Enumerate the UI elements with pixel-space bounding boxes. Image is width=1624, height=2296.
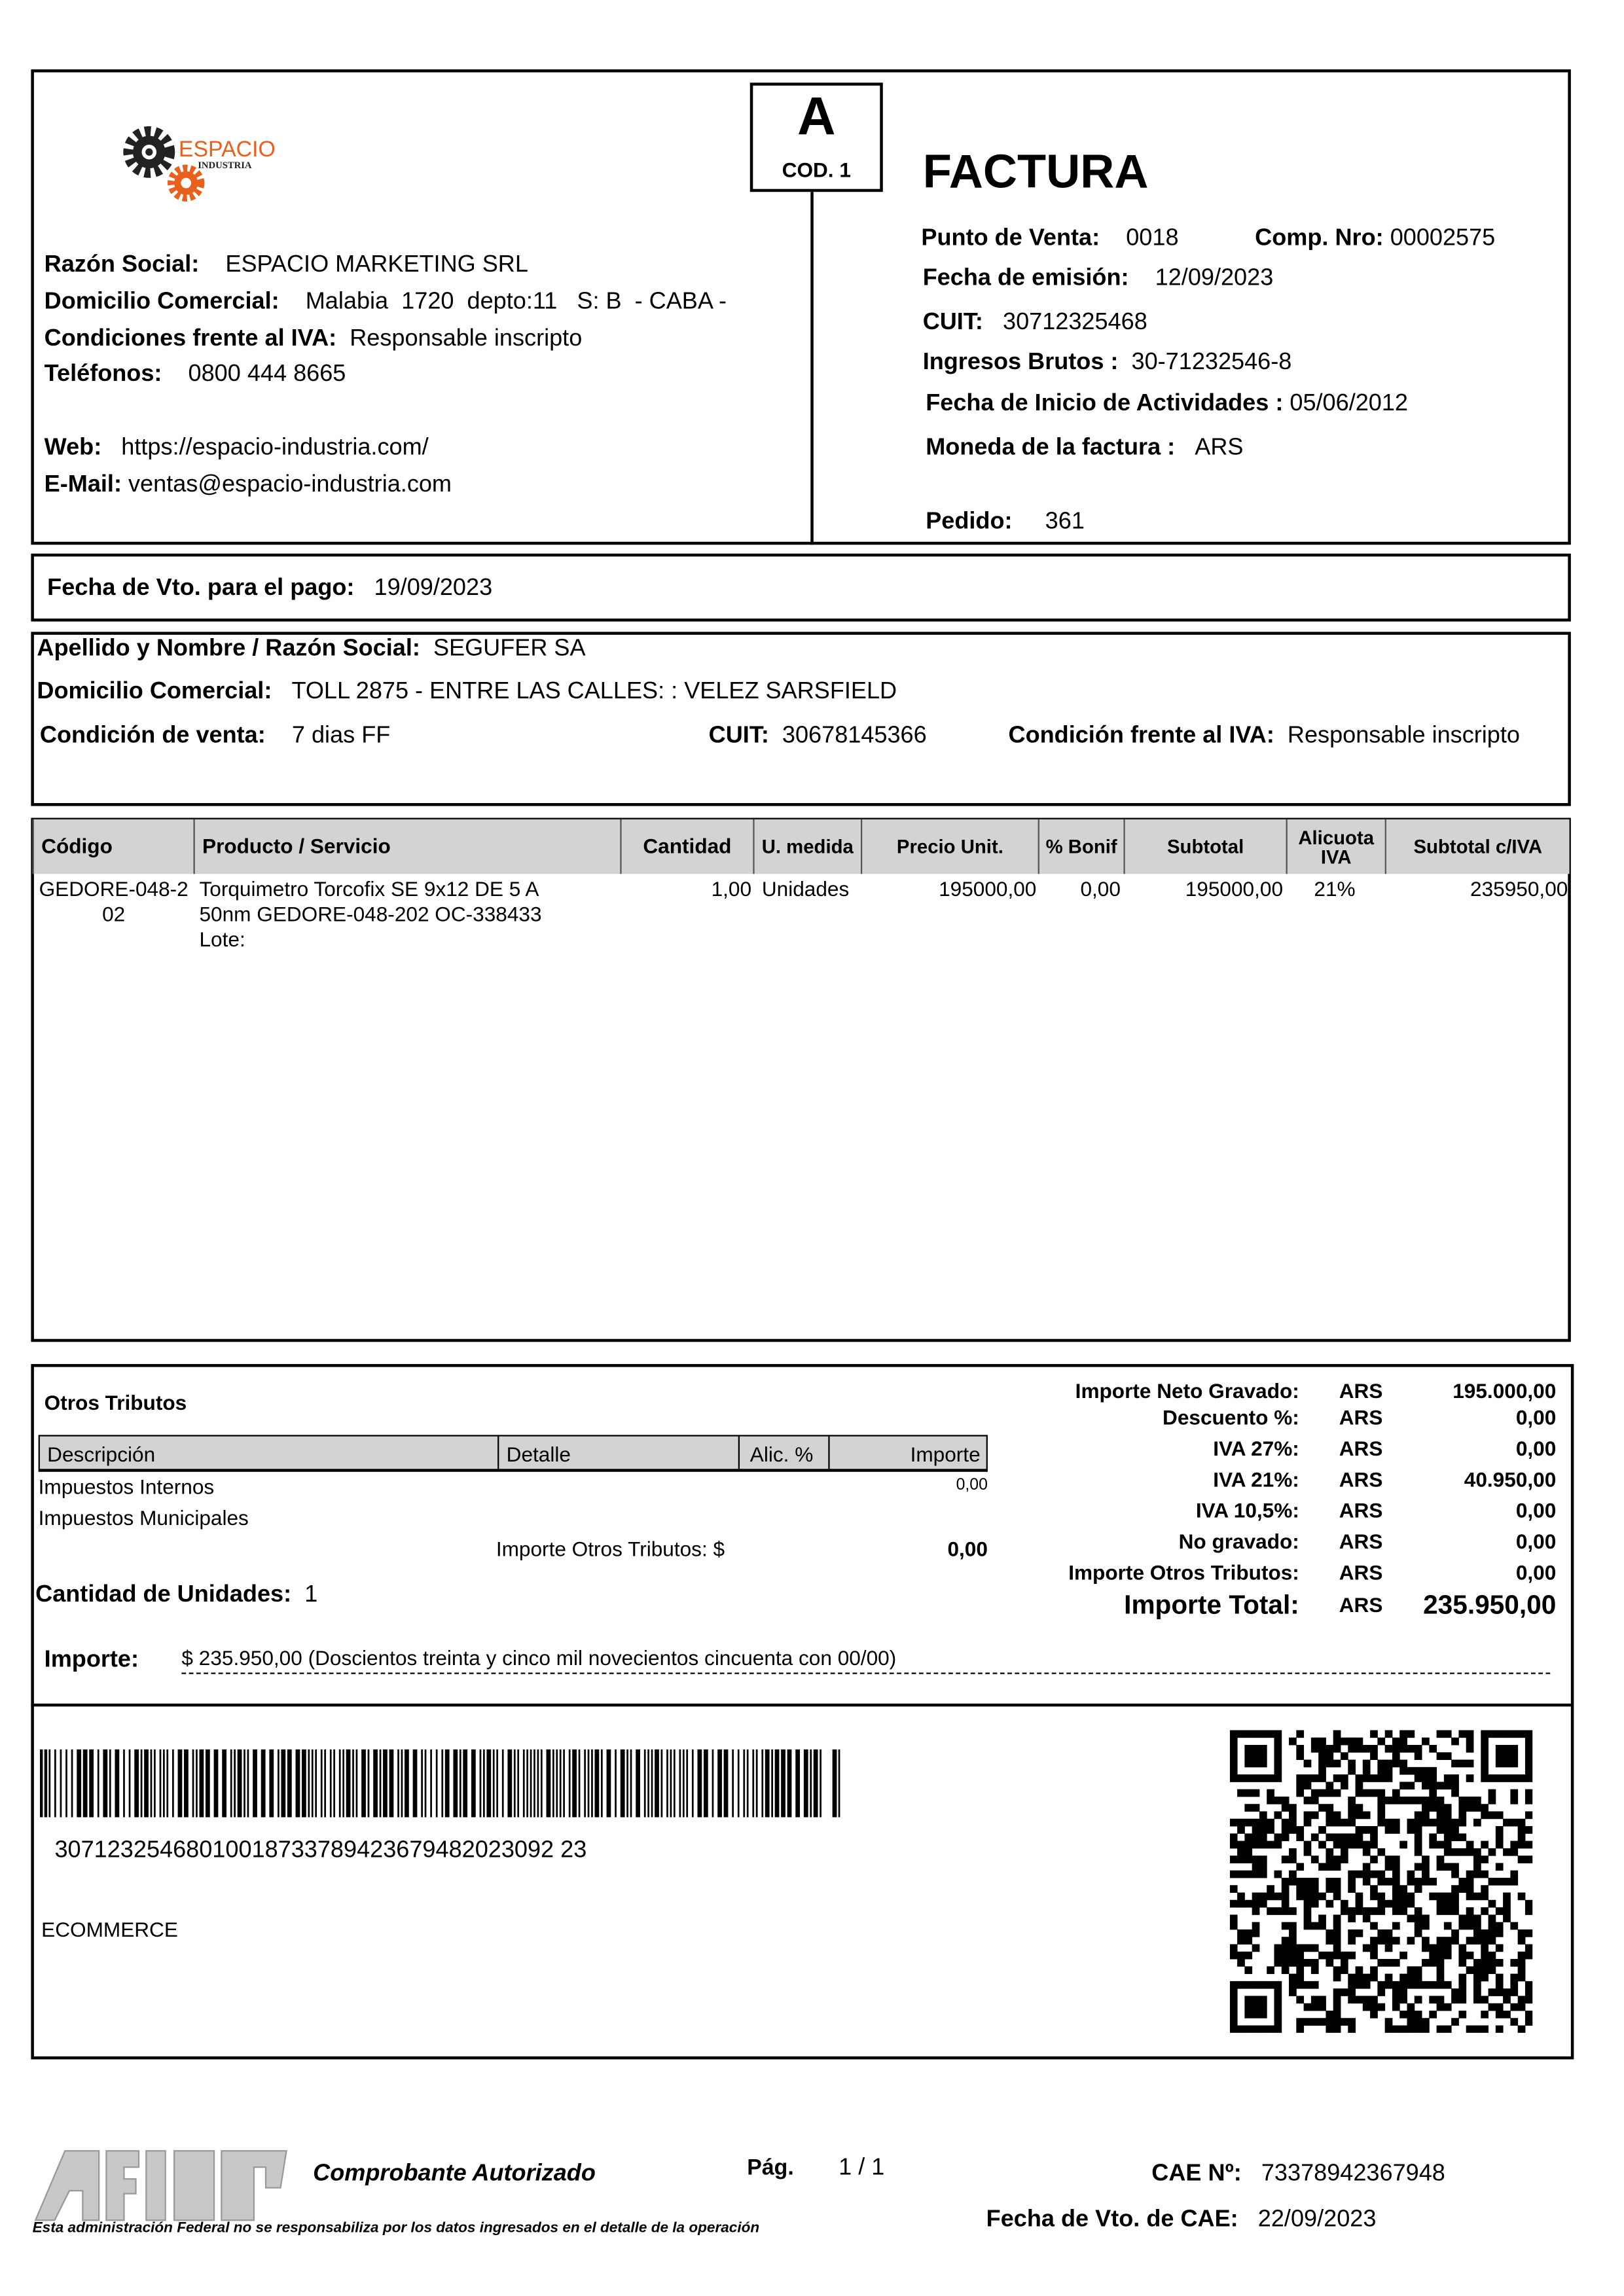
barcode-bar [839,1749,840,1818]
fecha-vto-pago: Fecha de Vto. para el pago: 19/09/2023 [47,575,493,601]
cell-cantidad: 1,00 [711,876,752,901]
barcode-bar [560,1749,562,1818]
issuer-domicilio: Domicilio Comercial: Malabia 1720 depto:11 S: B - CABA - [44,289,727,315]
barcode-bar [346,1749,351,1818]
punto-venta: Punto de Venta: 0018 [921,226,1179,251]
barcode-bar [302,1749,306,1818]
barcode-bar [460,1749,461,1818]
total-row-currency: ARS [1339,1405,1383,1429]
barcode-bar [214,1749,219,1818]
cantidad-unidades: Cantidad de Unidades: 1 [35,1582,318,1608]
barcode-bar [134,1749,139,1818]
barcode-bar [77,1749,81,1818]
barcode-bar [636,1749,640,1818]
tributo-row-desc: Impuestos Municipales [38,1505,249,1530]
tributos-col-importe: Importe [828,1437,988,1469]
barcode-bar [787,1749,792,1818]
barcode-bar [547,1749,551,1818]
cae-vto: Fecha de Vto. de CAE: 22/09/2023 [986,2206,1377,2233]
barcode-bar [352,1749,354,1818]
barcode-bar [315,1749,317,1818]
barcode-bar [109,1749,111,1818]
barcode-bar [591,1749,593,1818]
tributo-row-desc: Impuestos Internos [38,1475,215,1499]
barcode-bar [717,1749,722,1818]
divider [31,1704,1570,1707]
barcode-bar [588,1749,590,1818]
barcode-bar [601,1749,603,1818]
qr-code[interactable] [1230,1730,1532,2032]
page-label: Pág. [747,2155,794,2181]
web-link[interactable]: https://espacio-industria.com/ [121,435,429,461]
channel: ECOMMERCE [41,1917,178,1941]
barcode-bar [192,1749,194,1818]
barcode-bar [115,1749,119,1818]
barcode-bar [287,1749,292,1818]
barcode-bar [724,1749,729,1818]
barcode-bar [655,1749,659,1818]
barcode-bar [471,1749,476,1818]
total-row-label: Descuento %: [1163,1405,1299,1429]
barcode-bar [747,1749,749,1818]
barcode-bar [493,1749,495,1818]
issuer-telefono: Teléfonos: 0800 444 8665 [44,361,346,387]
barcode-bar [65,1749,67,1818]
barcode-bar [383,1749,388,1818]
total-row-label: IVA 21%: [1213,1467,1299,1492]
barcode-bar [463,1749,467,1818]
barcode-bar [103,1749,107,1818]
barcode-bar [683,1749,685,1818]
barcode-bar [89,1749,94,1818]
barcode-bar [361,1749,366,1818]
invoice-letter: A [797,85,836,147]
client-nombre: Apellido y Nombre / Razón Social: SEGUFER SA [37,636,586,662]
total-row-label: IVA 10,5%: [1195,1498,1299,1522]
barcode-bar [199,1749,204,1818]
barcode-bar [83,1749,88,1818]
issuer-web: Web: https://espacio-industria.com/ [44,435,429,461]
col-subtotal: Subtotal [1123,819,1286,874]
barcode-bar [595,1749,600,1818]
barcode-bar [833,1749,837,1818]
total-row-currency: ARS [1339,1529,1383,1553]
barcode-bar [184,1749,189,1818]
barcode-bar [166,1749,168,1818]
barcode-bar [445,1749,450,1818]
total-row-value: 0,00 [1515,1498,1557,1522]
barcode-bar [45,1749,48,1818]
barcode-bar [771,1749,773,1818]
importe-dashed-line [181,1672,1550,1674]
barcode-bar [321,1749,323,1818]
barcode-bar [647,1749,649,1818]
total-row-currency: ARS [1339,1378,1383,1403]
barcode-bar [756,1749,758,1818]
company-logo [121,124,283,205]
barcode-bar [670,1749,672,1818]
total-row-label: IVA 27%: [1213,1436,1299,1460]
barcode-bar [533,1749,535,1818]
total-row-label: Importe Neto Gravado: [1075,1378,1299,1403]
barcode-bar [172,1749,174,1818]
issuer-iva: Condiciones frente al IVA: Responsable inscripto [44,326,583,351]
total-row-currency: ARS [1339,1467,1383,1492]
invoice-letter-box [750,82,883,192]
barcode-bar [296,1749,300,1818]
tributos-col-detalle: Detalle [497,1437,578,1469]
header-divider [810,190,814,545]
barcode-bar [60,1749,62,1818]
barcode-bar [517,1749,519,1818]
col-alicuota: Alicuota IVA [1286,819,1385,874]
barcode-bar [430,1749,432,1818]
barcode-bar [661,1749,663,1818]
barcode-bar [373,1749,378,1818]
barcode-bar [507,1749,512,1818]
barcode-bar [397,1749,399,1818]
barcode-bar [541,1749,543,1818]
barcode-bar [526,1749,528,1818]
cell-producto: Torquimetro Torcofix SE 9x12 DE 5 A 50nm GEDORE-048-202 OC-338433 Lote: [199,876,542,951]
client-domicilio: Domicilio Comercial: TOLL 2875 - ENTRE LAS CALLES: : VELEZ SARSFIELD [37,679,897,704]
barcode-bar [405,1749,409,1818]
barcode-bar [651,1749,653,1818]
barcode-bar [154,1749,156,1818]
barcode-bar [552,1749,554,1818]
barcode-bar [572,1749,577,1818]
page-number: 1 / 1 [839,2155,885,2181]
total-row-currency: ARS [1339,1560,1383,1585]
barcode-bar [502,1749,504,1818]
total-row-label: Importe Otros Tributos: [1068,1560,1299,1585]
barcode-bar [453,1749,458,1818]
barcode-bar [738,1749,740,1818]
barcode-bar [163,1749,165,1818]
tributos-header [39,1435,988,1471]
barcode-bar [141,1749,143,1818]
barcode-bar [230,1749,232,1818]
cell-bonif: 0,00 [1080,876,1121,901]
tributos-total-label: Importe Otros Tributos: $ [496,1536,725,1561]
barcode-bar [330,1749,332,1818]
barcode [40,1749,840,1818]
barcode-bar [569,1749,571,1818]
barcode-bar [129,1749,131,1818]
barcode-bar [312,1749,314,1818]
total-row-currency: ARS [1339,1498,1383,1522]
barcode-bar [48,1749,50,1818]
barcode-bar [704,1749,708,1818]
gear-icon [128,132,170,173]
barcode-bar [666,1749,668,1818]
pedido: Pedido: 361 [926,509,1085,535]
invoice-title: FACTURA [922,145,1149,198]
tributo-row-importe: 0,00 [956,1476,988,1494]
barcode-bar [342,1749,344,1818]
barcode-bar [486,1749,491,1818]
barcode-number: 30712325468010018733789423679482023092 23 [54,1838,587,1863]
svg-text:ESPACIO: ESPACIO [178,137,276,162]
barcode-bar [483,1749,485,1818]
barcode-bar [281,1749,285,1818]
barcode-bar [247,1749,249,1818]
col-producto: Producto / Servicio [193,819,620,874]
barcode-bar [820,1749,821,1818]
cell-precio: 195000,00 [939,876,1037,901]
barcode-bar [761,1749,763,1818]
barcode-bar [253,1749,257,1818]
barcode-bar [389,1749,394,1818]
barcode-bar [563,1749,565,1818]
cell-subtotal: 195000,00 [1185,876,1284,901]
total-row-currency: ARS [1339,1436,1383,1460]
barcode-bar [222,1749,226,1818]
barcode-bar [626,1749,628,1818]
barcode-bar [178,1749,183,1818]
barcode-bar [151,1749,153,1818]
total-row-value: 0,00 [1515,1560,1557,1585]
barcode-bar [615,1749,617,1818]
barcode-bar [339,1749,341,1818]
barcode-bar [123,1749,125,1818]
barcode-bar [686,1749,688,1818]
disclaimer: Esta administración Federal no se responsabiliza por los datos ingresados en el detalle de la operación [32,2220,760,2237]
barcode-bar [98,1749,99,1818]
barcode-bar [781,1749,785,1818]
svg-text:INDUSTRIA: INDUSTRIA [198,160,252,171]
barcode-bar [692,1749,694,1818]
client-condicion-venta: Condición de venta: 7 dias FF [39,723,391,749]
barcode-bar [441,1749,443,1818]
barcode-bar [244,1749,245,1818]
total-row-value: 0,00 [1515,1436,1557,1460]
cell-umedida: Unidades [761,876,850,901]
barcode-bar [621,1749,625,1818]
issuer-email: E-Mail: ventas@espacio-industria.com [44,472,452,498]
invoice-code: COD. 1 [782,158,851,182]
barcode-bar [743,1749,745,1818]
barcode-bar [40,1749,43,1818]
barcode-bar [425,1749,427,1818]
barcode-bar [804,1749,808,1818]
barcode-bar [496,1749,498,1818]
barcode-bar [380,1749,382,1818]
tributos-col-desc: Descripción [47,1442,156,1466]
barcode-bar [160,1749,162,1818]
barcode-bar [712,1749,714,1818]
barcode-bar [514,1749,516,1818]
barcode-bar [579,1749,581,1818]
barcode-bar [537,1749,539,1818]
cell-alicuota: 21% [1314,876,1356,901]
moneda: Moneda de la factura : ARS [926,435,1244,461]
cell-subtotal-iva: 235950,00 [1470,876,1568,901]
barcode-bar [333,1749,335,1818]
importe-label: Importe: [44,1647,139,1673]
col-codigo: Código [33,819,194,874]
afip-logo [33,2146,291,2223]
total-currency: ARS [1339,1592,1383,1617]
issuer-razon-social: Razón Social: ESPACIO MARKETING SRL [44,252,528,278]
barcode-bar [238,1749,242,1818]
col-umedida: U. medida [753,819,861,874]
client-iva: Condición frente al IVA: Responsable inscripto [1008,723,1520,749]
barcode-bar [556,1749,558,1818]
barcode-bar [71,1749,73,1818]
barcode-bar [765,1749,770,1818]
col-cantidad: Cantidad [620,819,753,874]
barcode-bar [54,1749,56,1818]
barcode-bar [674,1749,676,1818]
barcode-bar [401,1749,403,1818]
barcode-bar [196,1749,198,1818]
barcode-bar [144,1749,149,1818]
barcode-bar [810,1749,812,1818]
barcode-bar [697,1749,702,1818]
barcode-bar [752,1749,754,1818]
email-link[interactable]: ventas@espacio-industria.com [128,472,452,498]
barcode-bar [413,1749,418,1818]
barcode-bar [530,1749,532,1818]
gear-icon [171,168,201,198]
total-value: 235.950,00 [1423,1590,1557,1620]
barcode-bar [324,1749,326,1818]
barcode-bar [644,1749,646,1818]
comp-nro: Comp. Nro: 00002575 [1255,226,1496,251]
cell-codigo: GEDORE-048-202 [39,876,189,926]
comprobante-autorizado: Comprobante Autorizado [313,2161,596,2187]
barcode-bar [234,1749,236,1818]
barcode-bar [630,1749,632,1818]
tributos-col-alic: Alic. % [738,1437,823,1469]
fecha-emision: Fecha de emisión: 12/09/2023 [922,265,1274,291]
barcode-bar [814,1749,818,1818]
ingresos-brutos: Ingresos Brutos : 30-71232546-8 [922,350,1292,375]
importe-words: $ 235.950,00 (Doscientos treinta y cinco mil novecientos cincuenta con 00/00) [181,1645,897,1670]
barcode-bar [775,1749,780,1818]
issuer-cuit: CUIT: 30712325468 [922,310,1147,335]
total-row-value: 40.950,00 [1464,1467,1557,1492]
col-precio: Precio Unit. [861,819,1038,874]
barcode-bar [368,1749,370,1818]
total-row-value: 195.000,00 [1453,1378,1557,1403]
total-label: Importe Total: [1124,1590,1299,1620]
barcode-bar [584,1749,586,1818]
barcode-bar [308,1749,310,1818]
barcode-bar [523,1749,525,1818]
client-cuit: CUIT: 30678145366 [708,723,927,749]
barcode-bar [679,1749,681,1818]
barcode-bar [607,1749,611,1818]
inicio-actividades: Fecha de Inicio de Actividades : 05/06/2012 [926,391,1409,417]
col-bonif: % Bonif [1038,819,1124,874]
otros-tributos-title: Otros Tributos [44,1390,187,1414]
col-subtotal-iva: Subtotal c/IVA [1385,819,1570,874]
barcode-bar [278,1749,280,1818]
total-row-label: No gravado: [1178,1529,1299,1553]
barcode-bar [480,1749,482,1818]
barcode-bar [732,1749,734,1818]
barcode-bar [269,1749,274,1818]
barcode-bar [206,1749,210,1818]
barcode-bar [261,1749,266,1818]
cae: CAE Nº: 73378942367948 [1151,2161,1445,2187]
barcode-bar [356,1749,358,1818]
tributos-total: 0,00 [947,1536,988,1561]
barcode-bar [421,1749,423,1818]
total-row-value: 0,00 [1515,1405,1557,1429]
total-row-value: 0,00 [1515,1529,1557,1553]
barcode-bar [436,1749,438,1818]
barcode-bar [795,1749,800,1818]
